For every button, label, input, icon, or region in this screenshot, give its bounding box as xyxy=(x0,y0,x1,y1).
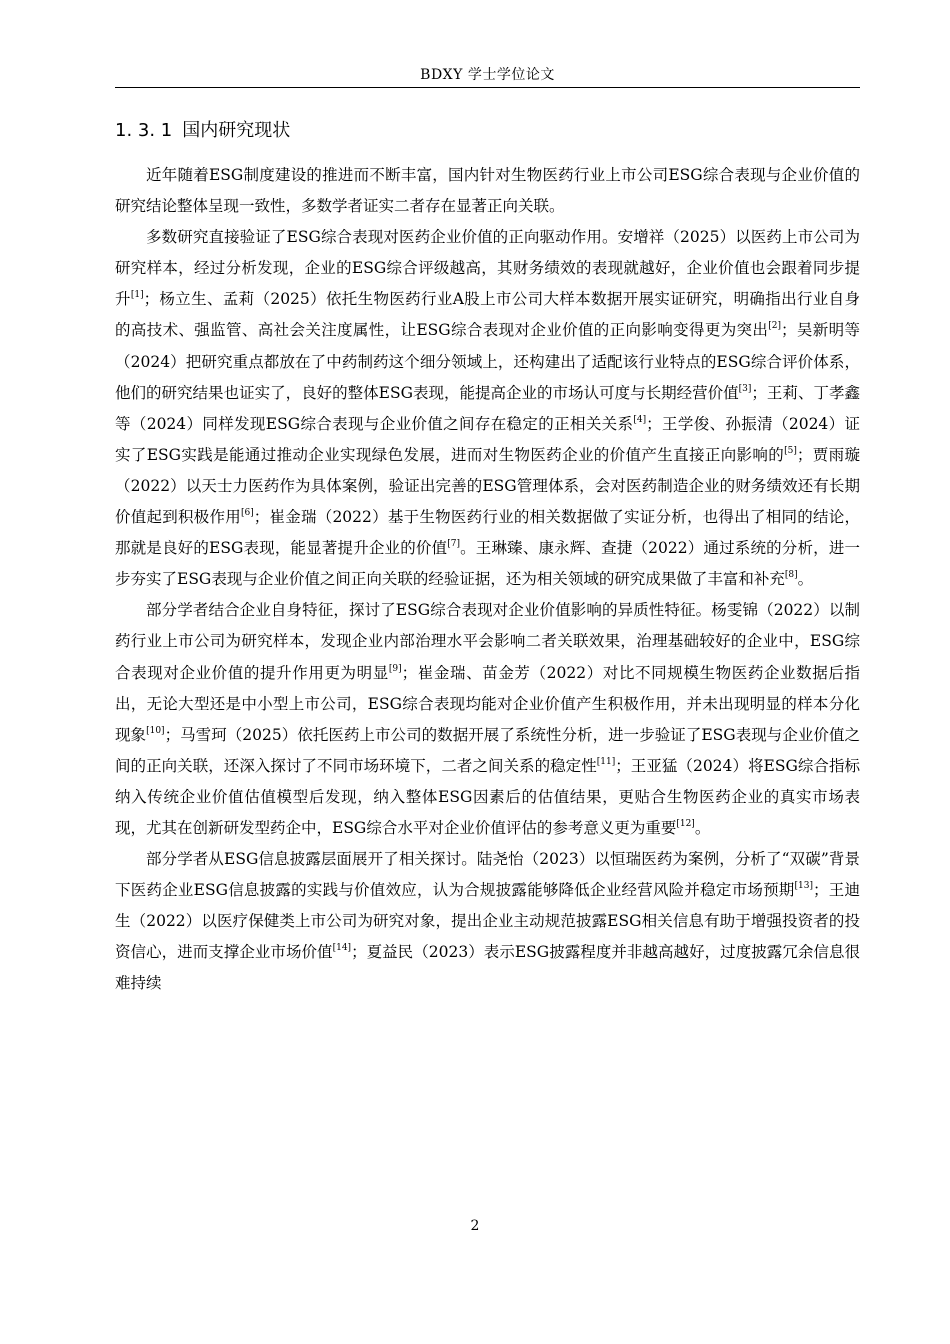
section-title: 国内研究现状 xyxy=(182,120,291,141)
citation-ref: [4] xyxy=(633,414,647,425)
citation-ref: [3] xyxy=(738,383,752,394)
paragraph-text: ；马雪珂（2025）依托医药上市公司的数据开展了系统性分析，进一步验证了ESG表现与企业价值之间的正向关联，还深入探讨了不同市场环境下，二者之间关系的稳定性 xyxy=(115,725,860,775)
paragraph-text: 部分学者结合企业自身特征，探讨了ESG综合表现对企业价值影响的异质性特征。杨雯锦（2022）以制药行业上市公司为研究样本，发现企业内部治理水平会影响二者关联效果，治理基础较好的企业中，ESG综合表现对企业价值的提升作用更为明显 xyxy=(115,601,860,682)
paragraph-text: 。 xyxy=(797,570,814,589)
citation-ref: [8] xyxy=(784,570,798,581)
paragraph-text: ；王莉、丁孝鑫等（2024）同样发现ESG综合表现与企业价值之间存在稳定的正相关关系 xyxy=(115,383,860,433)
citation-ref: [11] xyxy=(596,756,616,767)
paragraph-text: ；王迪生（2022）以医疗保健类上市公司为研究对象，提出企业主动规范披露ESG相关信息有助于增强投资者的投资信心，进而支撑企业市场价值 xyxy=(115,881,860,962)
citation-ref: [1] xyxy=(130,290,144,301)
citation-ref: [2] xyxy=(768,321,782,332)
paragraph-text: 。 xyxy=(694,818,711,837)
paragraph-text: 近年随着ESG制度建设的推进而不断丰富，国内针对生物医药行业上市公司ESG综合表现与企业价值的研究结论整体呈现一致性，多数学者证实二者存在显著正向关联。 xyxy=(115,166,860,216)
citation-ref: [13] xyxy=(794,881,814,892)
paragraph-text: ；崔金瑞、苗金芳（2022）对比不同规模生物医药企业数据后指出，无论大型还是中小型上市公司，ESG综合表现均能对企业价值产生积极作用，并未出现明显的样本分化现象 xyxy=(115,663,860,744)
paragraph-text: ；王亚猛（2024）将ESG综合指标纳入传统企业价值估值模型后发现，纳入整体ESG因素后的估值结果，更贴合生物医药企业的真实市场表现，尤其在创新研发型药企中，ESG综合水平对企业价值评估的参考意义更为重要 xyxy=(115,756,860,837)
paragraph-text: ；吴新明等（2024）把研究重点都放在了中药制药这个细分领域上，还构建出了适配该行业特点的ESG综合评价体系，他们的研究结果也证实了，良好的整体ESG表现，能提高企业的市场认可度与长期经营价值 xyxy=(115,321,860,402)
body-paragraph xyxy=(115,844,860,999)
citation-ref: [6] xyxy=(240,508,254,519)
paragraph-text: ；夏益民（2023）表示ESG披露程度并非越高越好，过度披露冗余信息很难持续 xyxy=(115,943,860,993)
running-header: BDXY 学士学位论文 xyxy=(420,67,555,83)
citation-ref: [10] xyxy=(146,725,165,736)
body-text xyxy=(115,160,860,1000)
section-number: 1. 3. 1 xyxy=(115,120,173,141)
citation-ref: [5] xyxy=(784,445,797,456)
paragraph-text: ；崔金瑞（2022）基于生物医药行业的相关数据做了实证分析，也得出了相同的结论，那就是良好的ESG表现，能显著提升企业的价值 xyxy=(115,508,860,558)
paragraph-text: 部分学者从ESG信息披露层面展开了相关探讨。陆尧怡（2023）以恒瑞医药为案例，分析了“双碳”背景下医药企业ESG信息披露的实践与价值效应，认为合规披露能够降低企业经营风险并稳定市场预期 xyxy=(115,850,860,900)
header-divider xyxy=(115,87,860,88)
citation-ref: [7] xyxy=(447,539,460,550)
paragraph-text: 。王琳臻、康永辉、查捷（2022）通过系统的分析，进一步夯实了ESG表现与企业价值之间正向关联的经验证据，还为相关领域的研究成果做了丰富和补充 xyxy=(115,539,860,589)
body-paragraph xyxy=(115,160,860,222)
paragraph-text: ；王学俊、孙振清（2024）证实了ESG实践是能通过推动企业实现绿色发展，进而对生物医药企业的价值产生直接正向影响的 xyxy=(115,414,861,464)
body-paragraph xyxy=(115,222,860,595)
section-heading xyxy=(115,118,290,144)
body-paragraph xyxy=(115,595,860,844)
paragraph-text: 多数研究直接验证了ESG综合表现对医药企业价值的正向驱动作用。安增祥（2025）以医药上市公司为研究样本，经过分析发现，企业的ESG综合评级越高，其财务绩效的表现就越好，企业价值也会跟着同步提升 xyxy=(115,228,860,309)
paragraph-text: ；贾雨璇（2022）以天士力医药作为具体案例，验证出完善的ESG管理体系，会对医药制造企业的财务绩效还有长期价值起到积极作用 xyxy=(115,445,860,527)
page-number: 2 xyxy=(470,1218,480,1234)
citation-ref: [9] xyxy=(388,663,402,674)
citation-ref: [12] xyxy=(676,818,695,829)
paragraph-text: ；杨立生、孟莉（2025）依托生物医药行业A股上市公司大样本数据开展实证研究，明确指出行业自身的高技术、强监管、高社会关注度属性，让ESG综合表现对企业价值的正向影响变得更为突出 xyxy=(115,290,860,340)
citation-ref: [14] xyxy=(332,943,352,954)
